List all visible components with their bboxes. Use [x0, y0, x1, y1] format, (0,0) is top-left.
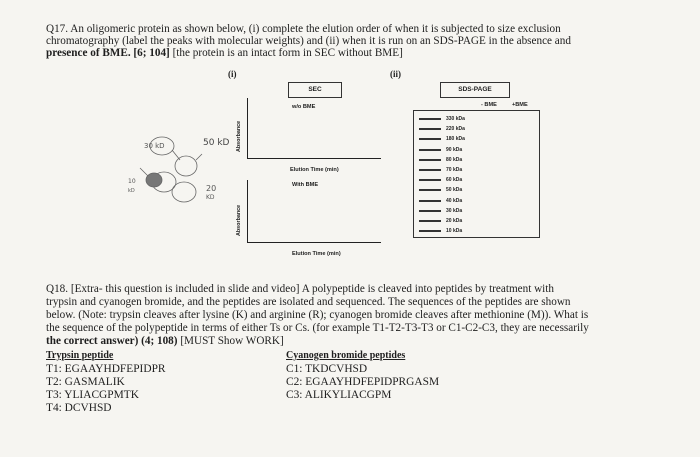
marker-band: [419, 169, 441, 171]
sec-top-xlabel: Elution Time (min): [290, 167, 339, 173]
marker-band: [419, 118, 441, 120]
marker-band: [419, 230, 441, 232]
q18-line4: the sequence of the polypeptide in terms of either Ts or Cs. (for example T1-T2-T3-T3 or C1-C2-C3, they are necessarily: [46, 322, 589, 334]
q18-line1: Q18. [Extra- this question is included in slide and video] A polypeptide is cleaved into peptides by treatment with: [46, 283, 554, 295]
sketch-label-20-unit: KD: [206, 194, 215, 201]
marker-label: 30 kDa: [446, 207, 463, 214]
q17-line3: [46, 47, 403, 60]
sketch-label-10-unit: kD: [128, 188, 135, 194]
sec-bottom-xaxis: [247, 242, 381, 243]
marker-band: [419, 159, 441, 161]
sec-top-label: w/o BME: [292, 104, 316, 110]
sds-lane-plus-bme: +BME: [512, 102, 528, 108]
marker-label: 50 kDa: [446, 187, 463, 194]
cnbr-peptide-c1: C1: TKDCVHSD: [286, 363, 368, 375]
marker-band: [419, 189, 441, 191]
marker-band: [419, 128, 441, 130]
marker-band: [419, 179, 441, 181]
marker-band: [419, 210, 441, 212]
marker-label: 90 kDa: [446, 146, 463, 153]
sketch-label-30: 30 kD: [144, 142, 165, 150]
marker-label: 80 kDa: [446, 156, 463, 163]
part-ii-label: (ii): [390, 69, 401, 79]
sketch-label-10: 10: [128, 178, 136, 185]
marker-label: 40 kDa: [446, 197, 463, 204]
sec-top-yaxis: [247, 98, 248, 158]
marker-label: 60 kDa: [446, 177, 463, 184]
sec-bottom-label: With BME: [292, 182, 319, 188]
sec-title-box: [288, 82, 342, 98]
sec-title: SEC: [308, 86, 322, 93]
trypsin-peptide-t2: T2: GASMALIK: [46, 376, 125, 388]
q17-note: [the protein is an intact form in SEC without BME]: [169, 47, 403, 59]
trypsin-peptide-t4: T4: DCVHSD: [46, 402, 112, 414]
sds-title-box: [440, 82, 510, 98]
q18-points: the correct answer) (4; 108): [46, 335, 178, 347]
q18-show-work: [MUST Show WORK]: [177, 335, 284, 347]
q18-line5: [46, 335, 284, 348]
marker-band: [419, 220, 441, 222]
sec-bottom-yaxis: [247, 180, 248, 242]
sds-title: SDS-PAGE: [458, 86, 492, 93]
sds-lane-minus-bme: - BME: [481, 102, 497, 108]
marker-band: [419, 138, 441, 140]
marker-label: 70 kDa: [446, 167, 463, 173]
q18-line2: trypsin and cyanogen bromide, and the peptides are isolated and sequenced. The sequences of the peptides are shown: [46, 296, 571, 308]
q17-line2: chromatography (label the peaks with molecular weights) and (ii) when it is run on an SDS-PAGE in the absence and: [46, 35, 571, 47]
marker-label: 180 kDa: [446, 136, 465, 143]
sketch-label-50: 50 kD: [203, 138, 230, 148]
cnbr-peptide-c3: C3: ALIKYLIACGPM: [286, 389, 392, 401]
q17-points: presence of BME. [6; 104]: [46, 47, 170, 59]
marker-label: 330 kDa: [446, 116, 465, 122]
sec-top-xaxis: [247, 158, 381, 159]
part-i-label: (i): [228, 69, 237, 79]
trypsin-peptide-t3: T3: YLIACGPMTK: [46, 389, 139, 401]
q17-line1: Q17. An oligomeric protein as shown below, (i) complete the elution order of when it is subjected to size exclusion: [46, 23, 561, 35]
cnbr-peptide-c2: C2: EGAAYHDFEPIDPRGASM: [286, 376, 440, 388]
sec-bottom-xlabel: Elution Time (min): [292, 251, 341, 257]
trypsin-peptide-t1: T1: EGAAYHDFEPIDPR: [46, 363, 166, 375]
marker-label: 10 kDa: [446, 228, 463, 235]
cnbr-header: Cyanogen bromide peptides: [286, 350, 406, 361]
marker-label: 220 kDa: [446, 126, 465, 133]
marker-band: [419, 149, 441, 151]
sec-top-ylabel: Absorbance: [236, 120, 242, 152]
sec-bottom-ylabel: Absorbance: [236, 204, 242, 236]
sketch-label-20: 20: [206, 184, 217, 193]
marker-band: [419, 200, 441, 202]
marker-label: 20 kDa: [446, 218, 463, 224]
q18-line3: below. (Note: trypsin cleaves after lysine (K) and arginine (R); cyanogen bromide cleaves after methionine (M)). What is: [46, 309, 589, 321]
trypsin-header: Trypsin peptide: [46, 350, 114, 361]
